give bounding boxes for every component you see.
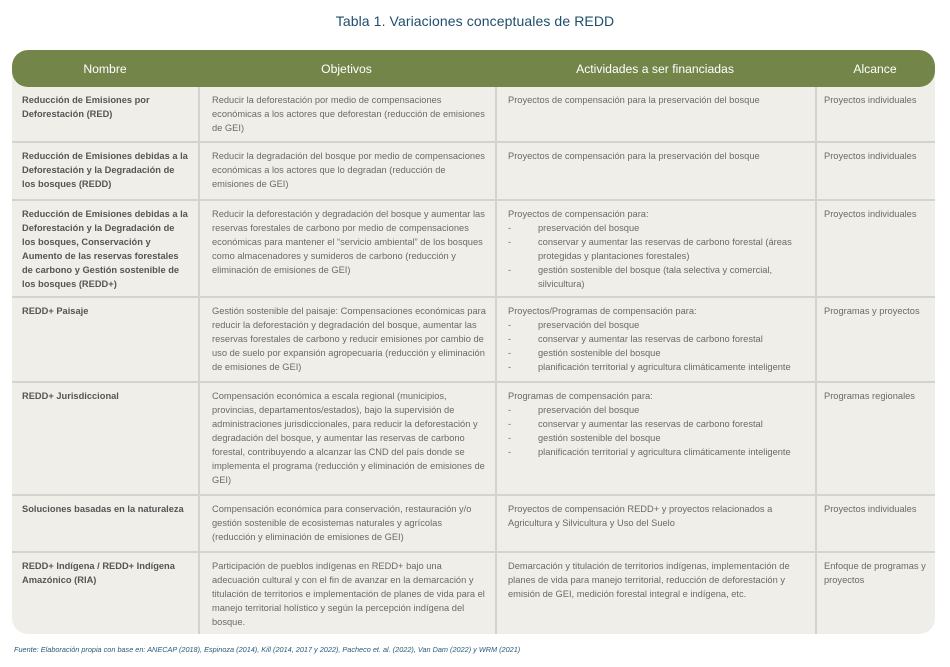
concepts-table <box>12 50 935 634</box>
cell-objetivos: Participación de pueblos indígenas en REDD+ bajo una adecuación cultural y con el fin de avanzar en la demarcación y titulación de territorios e implementación de planes de vida para el manejo territorial holístico y según la percepción indígena del bosque. <box>198 553 495 634</box>
actividades-intro: Demarcación y titulación de territorios indígenas, implementación de planes de vida para manejo territorial, reducción de deforestación y emisión de GEI, medición forestal integral e indígena, etc. <box>508 561 790 599</box>
actividad-item: - gestión sostenible del bosque <box>508 431 807 445</box>
cell-objetivos: Compensación económica a escala regional (municipios, provincias, departamentos/estados), bajo la supervisión de administraciones jurisdiccionales, para reducir la deforestación y degradación del bosque, y aumentar las reservas de carbono forestal, contribuyendo a alcanzar las CND del país donde se implementa el programa (reducción y eliminación de emisiones de GEI) <box>198 383 495 494</box>
cell-nombre: REDD+ Jurisdiccional <box>22 391 119 401</box>
actividad-item: - preservación del bosque <box>508 318 807 332</box>
cell-objetivos: Reducir la deforestación por medio de compensaciones económicas a los actores que deforestan (reducción de emisiones de GEI) <box>198 87 495 141</box>
actividades-intro: Programas de compensación para: <box>508 391 653 401</box>
actividades-list <box>508 318 807 374</box>
table-row <box>12 383 935 496</box>
header-nombre: Nombre <box>83 61 127 76</box>
cell-objetivos: Gestión sostenible del paisaje: Compensaciones económicas para reducir la deforestación y degradación del bosque, aumentar las reservas forestales de carbono y reducir emisiones por cambio de uso de suelo por expansión agropecuaria (reducción y eliminación de emisiones de GEI) <box>198 298 495 381</box>
cell-alcance: Proyectos individuales <box>815 87 935 141</box>
cell-actividades <box>495 201 815 296</box>
cell-actividades <box>495 496 815 551</box>
header-actividades: Actividades a ser financiadas <box>576 61 734 76</box>
table-row <box>12 496 935 553</box>
actividades-intro: Proyectos/Programas de compensación para: <box>508 306 697 316</box>
table-row <box>12 201 935 298</box>
actividad-item: - preservación del bosque <box>508 221 807 235</box>
cell-alcance: Programas y proyectos <box>815 298 935 381</box>
actividad-item: - planificación territorial y agricultura climáticamente inteligente <box>508 360 807 374</box>
cell-alcance: Proyectos individuales <box>815 143 935 199</box>
actividad-item: - preservación del bosque <box>508 403 807 417</box>
cell-actividades <box>495 143 815 199</box>
actividades-intro: Proyectos de compensación para: <box>508 209 649 219</box>
actividades-list <box>508 403 807 459</box>
cell-objetivos: Compensación económica para conservación, restauración y/o gestión sostenible de ecosistemas naturales y agrícolas (reducción y eliminación de emisiones de GEI) <box>198 496 495 551</box>
actividad-item: - gestión sostenible del bosque <box>508 346 807 360</box>
actividades-intro: Proyectos de compensación REDD+ y proyectos relacionados a Agricultura y Silvicultura y Uso del Suelo <box>508 504 773 528</box>
table-row <box>12 87 935 143</box>
cell-objetivos: Reducir la degradación del bosque por medio de compensaciones económicas a los actores que lo degradan (reducción de emisiones de GEI) <box>198 143 495 199</box>
source-note: Fuente: Elaboración propia con base en: ANECAP (2018), Espinoza (2014), Kill (2014, 2017 y 2022), Pacheco et. al. (2022), Van Dam (2022) y WRM (2021) <box>14 645 521 654</box>
cell-alcance: Enfoque de programas y proyectos <box>815 553 935 634</box>
actividad-item: - conservar y aumentar las reservas de carbono forestal <box>508 332 807 346</box>
cell-nombre: Reducción de Emisiones debidas a la Deforestación y la Degradación de los bosques (REDD) <box>22 151 188 189</box>
actividad-item: - conservar y aumentar las reservas de carbono forestal <box>508 417 807 431</box>
cell-alcance: Proyectos individuales <box>815 496 935 551</box>
actividades-intro: Proyectos de compensación para la preservación del bosque <box>508 151 760 161</box>
cell-nombre: Reducción de Emisiones debidas a la Deforestación y la Degradación de los bosques, Conservación y Aumento de las reservas forestales de carbono y Gestión sostenible de los bosques (REDD+) <box>22 209 188 289</box>
actividad-item: - conservar y aumentar las reservas de carbono forestal (áreas protegidas y plantaciones forestales) <box>508 235 807 263</box>
cell-nombre: Soluciones basadas en la naturaleza <box>22 504 184 514</box>
actividades-list <box>508 221 807 291</box>
cell-objetivos: Reducir la deforestación y degradación del bosque y aumentar las reservas forestales de carbono por medio de compensaciones económicas para mantener el “servicio ambiental” de los bosques como almacenadores y sumideros de carbono (reducción y eliminación de emisiones de GEI) <box>198 201 495 296</box>
cell-nombre: REDD+ Indígena / REDD+ Indígena Amazónico (RIA) <box>22 561 175 585</box>
actividad-item: - planificación territorial y agricultura climáticamente inteligente <box>508 445 807 459</box>
table-row <box>12 298 935 383</box>
actividades-intro: Proyectos de compensación para la preservación del bosque <box>508 95 760 105</box>
header-alcance: Alcance <box>853 61 897 76</box>
table-title: Tabla 1. Variaciones conceptuales de REDD <box>335 13 615 29</box>
cell-actividades <box>495 87 815 141</box>
table-header <box>12 50 935 87</box>
cell-nombre: Reducción de Emisiones por Deforestación (RED) <box>22 95 150 119</box>
actividad-item: - gestión sostenible del bosque (tala selectiva y comercial, silvicultura) <box>508 263 807 291</box>
header-objetivos: Objetivos <box>321 61 372 76</box>
cell-actividades <box>495 298 815 381</box>
cell-alcance: Proyectos individuales <box>815 201 935 296</box>
table-row <box>12 553 935 634</box>
table-row <box>12 143 935 201</box>
cell-nombre: REDD+ Paisaje <box>22 306 89 316</box>
cell-actividades <box>495 383 815 494</box>
cell-alcance: Programas regionales <box>815 383 935 494</box>
cell-actividades <box>495 553 815 634</box>
